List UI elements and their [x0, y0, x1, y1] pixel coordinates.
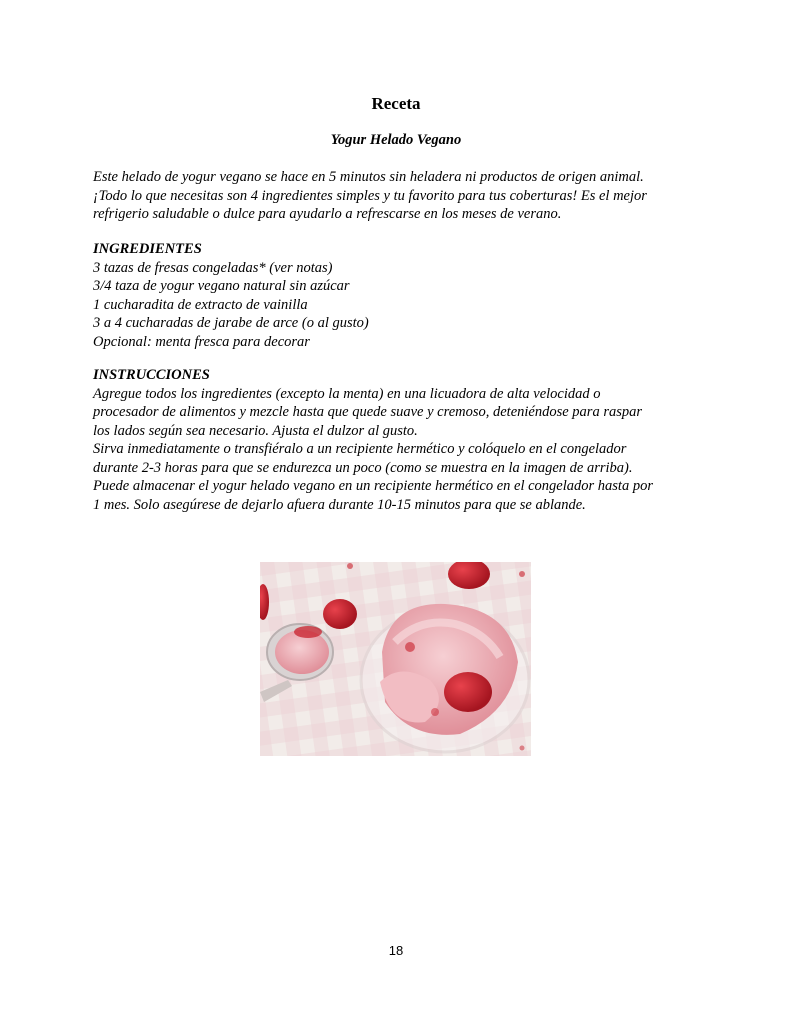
ingredients-heading: INGREDIENTES — [93, 241, 202, 257]
recipe-title: Yogur Helado Vegano — [330, 132, 462, 148]
ingredient-item: 3 a 4 cucharadas de jarabe de arce (o al gusto) — [93, 315, 369, 331]
instructions-section — [93, 366, 733, 514]
intro-line: Este helado de yogur vegano se hace en 5 minutos sin heladera ni productos de origen animal. — [93, 169, 644, 185]
ingredient-item: 1 cucharadita de extracto de vainilla — [93, 296, 308, 313]
instruction-line: 1 mes. Solo asegúrese de dejarlo afuera durante 10-15 minutos para que se ablande. — [93, 496, 586, 513]
intro-line: ¡Todo lo que necesitas son 4 ingredientes simples y tu favorito para tus coberturas! Es el mejor — [93, 187, 647, 204]
page-title: Receta — [371, 94, 421, 113]
ingredient-item: Opcional: menta fresca para decorar — [93, 333, 310, 350]
instructions-heading: INSTRUCCIONES — [93, 367, 210, 383]
ingredients-section — [93, 240, 733, 351]
instruction-line: Puede almacenar el yogur helado vegano en un recipiente hermético en el congelador hasta por — [93, 478, 653, 494]
instruction-line: Agregue todos los ingredientes (excepto la menta) en una licuadora de alta velocidad o — [93, 385, 601, 402]
intro-paragraph — [93, 168, 733, 224]
intro-line: refrigerio saludable o dulce para ayudarlo a refrescarse en los meses de verano. — [93, 206, 562, 222]
frozen-yogurt-photo — [260, 562, 531, 756]
page-number: 18 — [388, 943, 404, 958]
ingredient-item: 3/4 taza de yogur vegano natural sin azúcar — [93, 278, 350, 294]
ingredient-item: 3 tazas de fresas congeladas* (ver notas) — [93, 259, 333, 276]
instruction-line: durante 2-3 horas para que se endurezca un poco (como se muestra en la imagen de arriba). — [93, 459, 633, 476]
instruction-line: los lados según sea necesario. Ajusta el dulzor al gusto. — [93, 422, 418, 439]
instruction-line: Sirva inmediatamente o transfiéralo a un recipiente hermético y colóquelo en el congelador — [93, 441, 627, 457]
photo-illustration — [260, 562, 531, 756]
instruction-line: procesador de alimentos y mezcle hasta que quede suave y cremoso, deteniéndose para raspar — [93, 404, 643, 420]
